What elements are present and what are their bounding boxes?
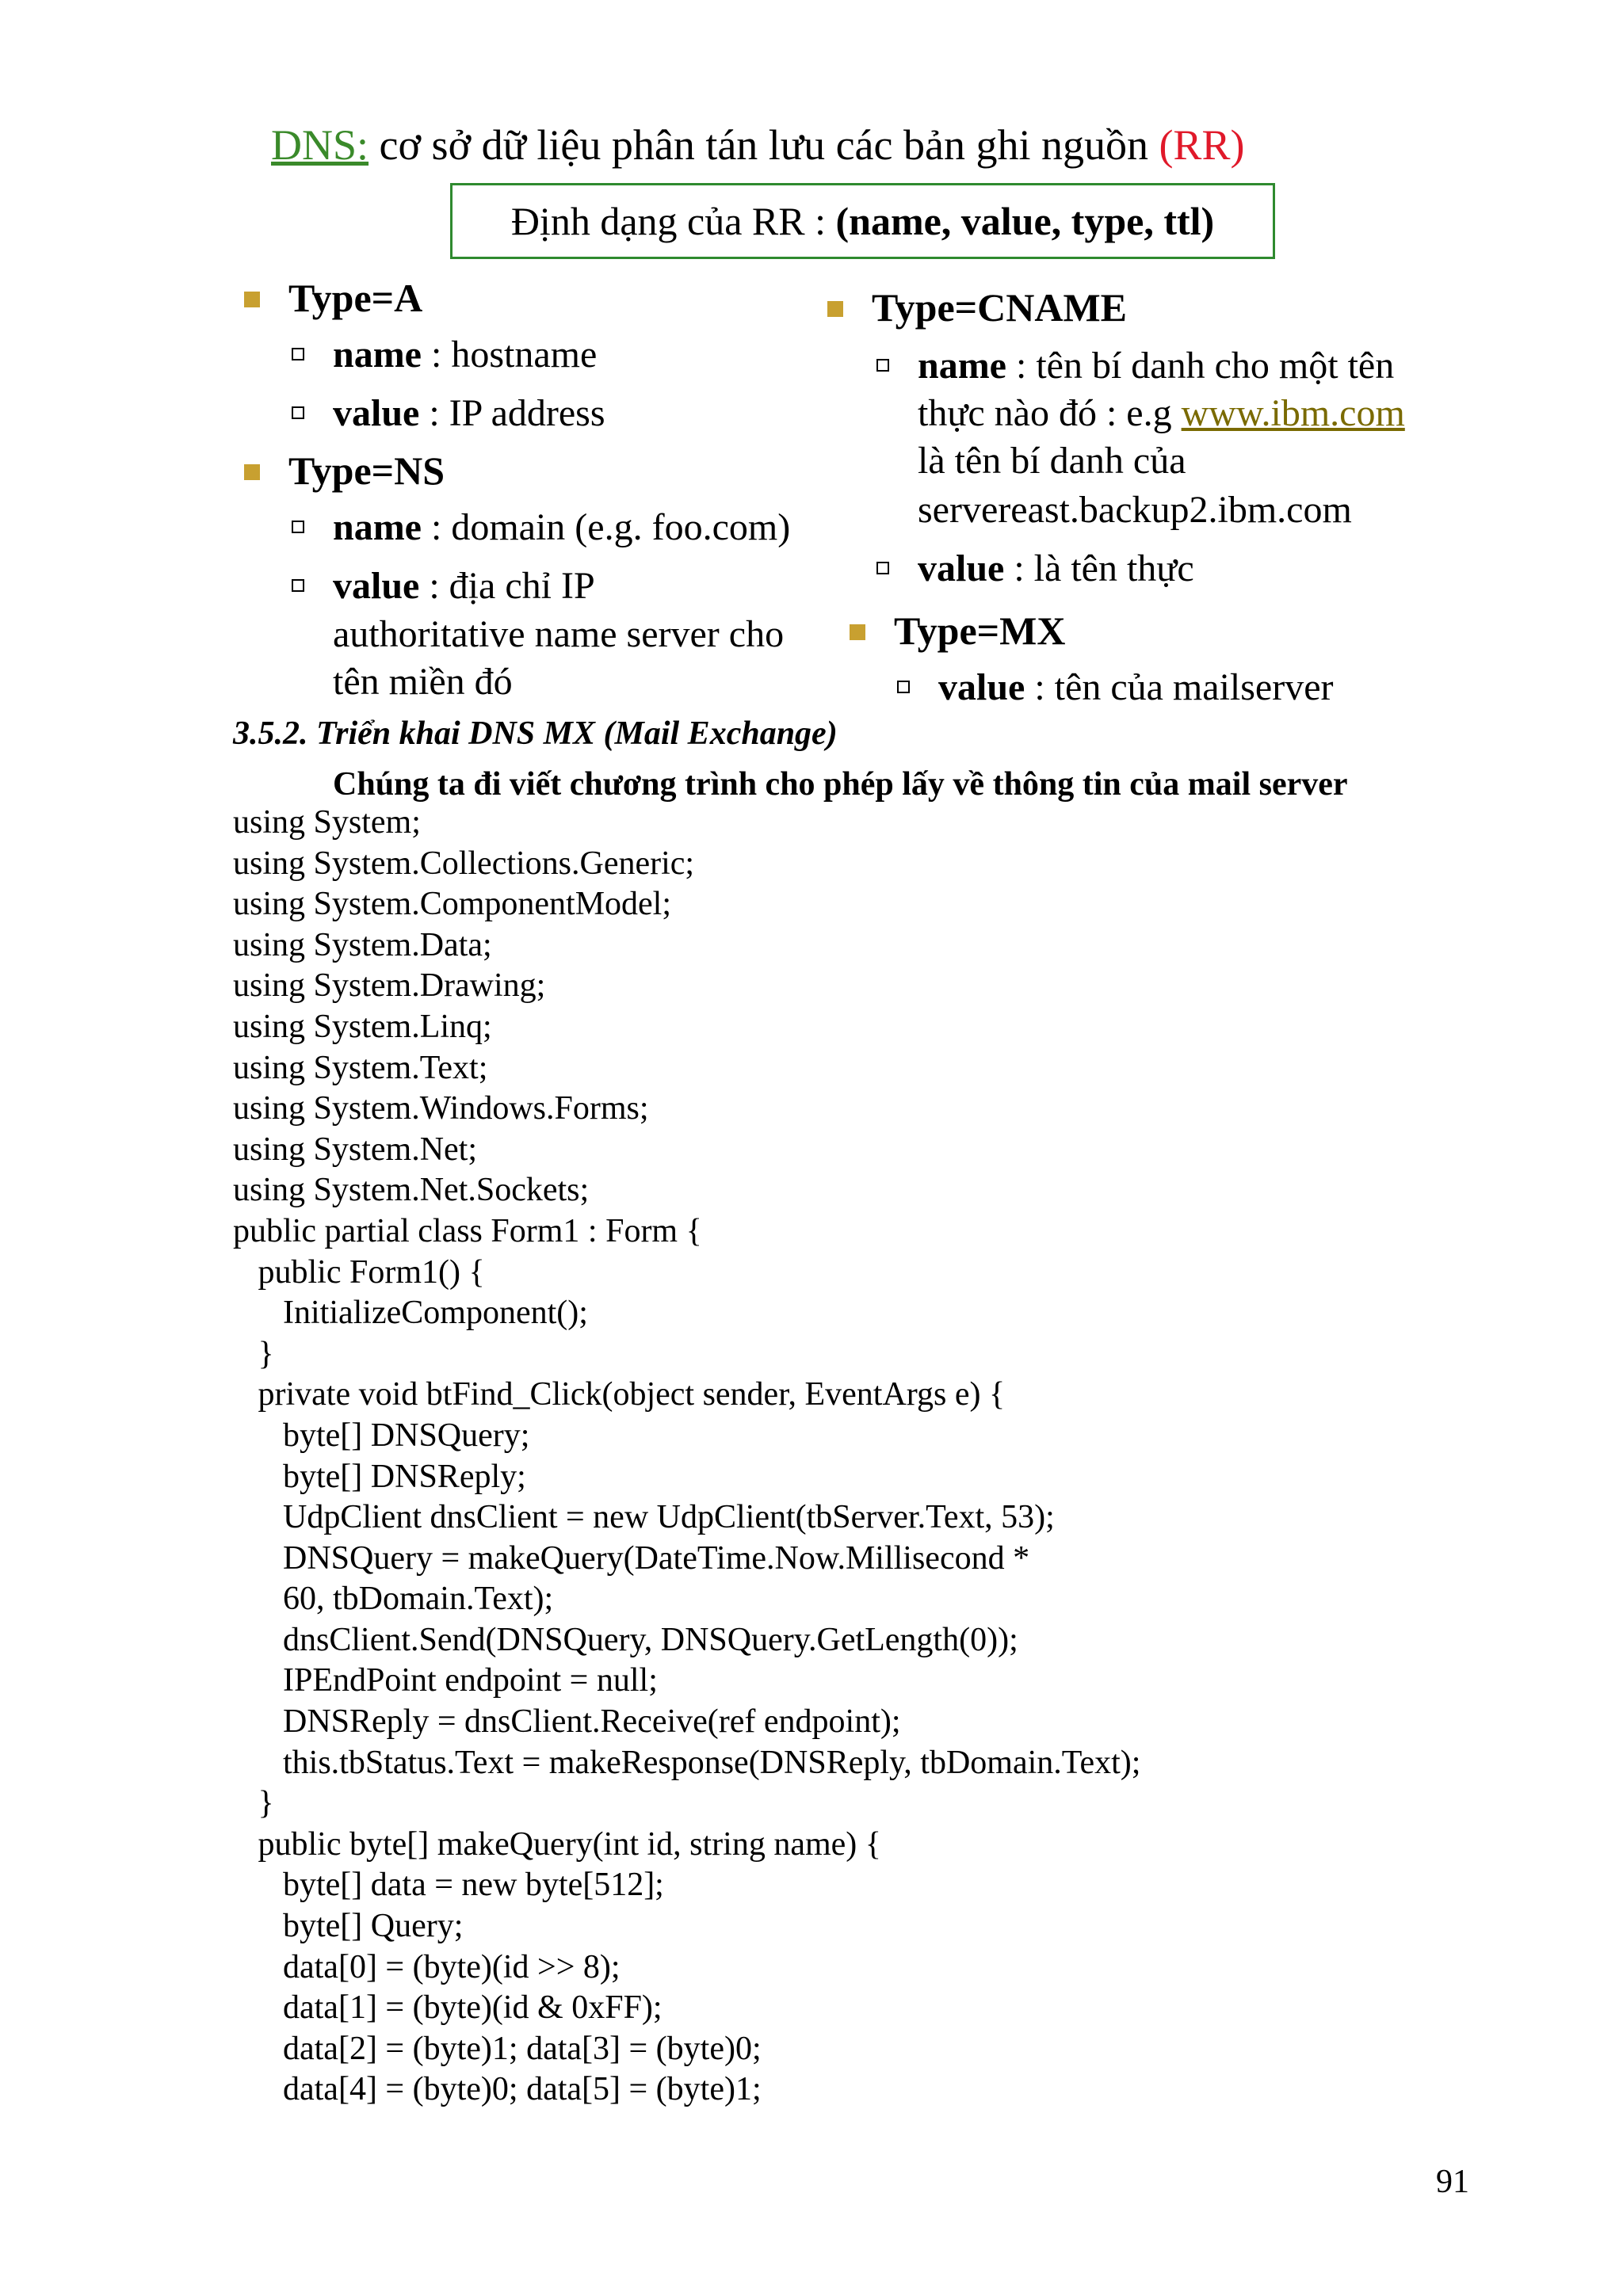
cname-value-item — [918, 545, 1194, 593]
type-mx-heading — [850, 607, 1065, 654]
section-heading: 3.5.2. Triển khai DNS MX (Mail Exchange) — [233, 715, 838, 752]
title-text: cơ sở dữ liệu phân tán lưu các bản ghi nguồn — [369, 121, 1159, 169]
code-line: byte[] DNSReply; — [233, 1458, 526, 1495]
code-line: using System.Collections.Generic; — [233, 845, 695, 882]
intro-paragraph: Chúng ta đi viết chương trình cho phép lấy về thông tin của mail server — [333, 766, 1348, 803]
code-line: private void btFind_Click(object sender, EventArgs e) { — [233, 1376, 1006, 1413]
checkbox-bullet-icon — [292, 521, 304, 533]
item-value: : IP address — [419, 392, 605, 434]
square-bullet-icon — [244, 464, 260, 480]
type-ns-value-line2: authoritative name server cho — [333, 613, 785, 655]
code-line: byte[] Query; — [233, 1908, 464, 1945]
square-bullet-icon — [244, 292, 260, 307]
ibm-link[interactable]: www.ibm.com — [1181, 392, 1405, 434]
code-line: 60, tbDomain.Text); — [233, 1581, 554, 1618]
code-line: using System.Net.Sockets; — [233, 1172, 590, 1209]
checkbox-bullet-icon — [292, 406, 304, 419]
code-line: data[2] = (byte)1; data[3] = (byte)0; — [233, 2030, 762, 2067]
code-line: DNSQuery = makeQuery(DateTime.Now.Millisecond * — [233, 1539, 1030, 1577]
item-key: name — [333, 334, 422, 376]
type-cname-label: Type=CNAME — [872, 285, 1127, 330]
code-line: using System.Net; — [233, 1131, 478, 1168]
type-cname-heading — [827, 284, 1127, 331]
type-ns-heading — [244, 447, 445, 494]
code-line: } — [233, 1785, 274, 1822]
code-line: InitializeComponent(); — [233, 1295, 588, 1332]
checkbox-bullet-icon — [292, 579, 304, 592]
rr-format-box — [450, 183, 1275, 259]
code-line: using System.Linq; — [233, 1008, 492, 1045]
checkbox-bullet-icon — [876, 562, 889, 574]
code-line: dnsClient.Send(DNSQuery, DNSQuery.GetLength(0)); — [233, 1621, 1018, 1658]
code-line: public Form1() { — [233, 1253, 485, 1291]
code-line: DNSReply = dnsClient.Receive(ref endpoint); — [233, 1703, 901, 1741]
code-line: UdpClient dnsClient = new UdpClient(tbServer.Text, 53); — [233, 1499, 1055, 1536]
type-ns-value-item — [333, 563, 595, 610]
checkbox-bullet-icon — [292, 348, 304, 360]
item-key: value — [333, 392, 420, 434]
cname-line2-prefix: thực nào đó : e.g — [918, 392, 1182, 434]
type-a-value-item — [333, 390, 605, 437]
page-title — [271, 117, 1244, 173]
type-mx-label: Type=MX — [894, 608, 1066, 653]
item-key: value — [918, 547, 1005, 589]
cname-line3: là tên bí danh của — [918, 440, 1186, 482]
item-value: : tên bí danh cho một tên — [1006, 345, 1395, 387]
type-ns-name-item — [333, 504, 790, 551]
cname-line2 — [918, 390, 1405, 437]
item-key: name — [333, 506, 422, 548]
mx-value-item — [938, 664, 1334, 711]
dns-label: DNS: — [271, 121, 369, 169]
code-line: } — [233, 1335, 274, 1372]
item-key: value — [938, 666, 1025, 708]
type-ns-value-line3: tên miền đó — [333, 661, 513, 703]
item-key: name — [918, 345, 1006, 387]
code-line: using System.Windows.Forms; — [233, 1090, 649, 1127]
item-value: : domain (e.g. foo.com) — [421, 506, 791, 548]
cname-line4: servereast.backup2.ibm.com — [918, 489, 1352, 531]
rr-label: (RR) — [1159, 121, 1245, 169]
type-a-heading — [244, 274, 422, 322]
code-line: data[0] = (byte)(id >> 8); — [233, 1948, 621, 1985]
item-value: : hostname — [421, 334, 598, 376]
checkbox-bullet-icon — [876, 359, 889, 372]
type-ns-label: Type=NS — [288, 448, 445, 493]
code-line: public partial class Form1 : Form { — [233, 1212, 702, 1249]
code-line: using System.ComponentModel; — [233, 886, 672, 923]
item-value: : địa chỉ IP — [419, 565, 595, 607]
cname-name-item — [918, 342, 1394, 390]
code-line: public byte[] makeQuery(int id, string name) { — [233, 1825, 881, 1863]
page-number: 91 — [1436, 2164, 1469, 2200]
code-line: data[4] = (byte)0; data[5] = (byte)1; — [233, 2071, 762, 2108]
code-line: byte[] data = new byte[512]; — [233, 1867, 664, 1904]
type-a-name-item — [333, 331, 597, 379]
item-value: : tên của mailserver — [1025, 666, 1334, 708]
checkbox-bullet-icon — [897, 681, 910, 693]
square-bullet-icon — [850, 624, 865, 640]
item-value: : là tên thực — [1004, 547, 1194, 589]
code-line: using System.Data; — [233, 926, 492, 963]
rr-format-prefix: Định dạng của RR : — [510, 199, 836, 243]
code-line: using System; — [233, 804, 421, 841]
type-a-label: Type=A — [288, 276, 423, 320]
code-line: IPEndPoint endpoint = null; — [233, 1662, 658, 1699]
code-line: byte[] DNSQuery; — [233, 1417, 530, 1454]
code-line: using System.Drawing; — [233, 967, 546, 1005]
item-key: value — [333, 565, 420, 607]
code-line: data[1] = (byte)(id & 0xFF); — [233, 1989, 663, 2027]
square-bullet-icon — [827, 301, 843, 317]
code-line: this.tbStatus.Text = makeResponse(DNSReply, tbDomain.Text); — [233, 1744, 1141, 1781]
code-line: using System.Text; — [233, 1049, 488, 1086]
code-block — [233, 803, 1140, 2111]
rr-format-fields: (name, value, type, ttl) — [835, 199, 1215, 243]
